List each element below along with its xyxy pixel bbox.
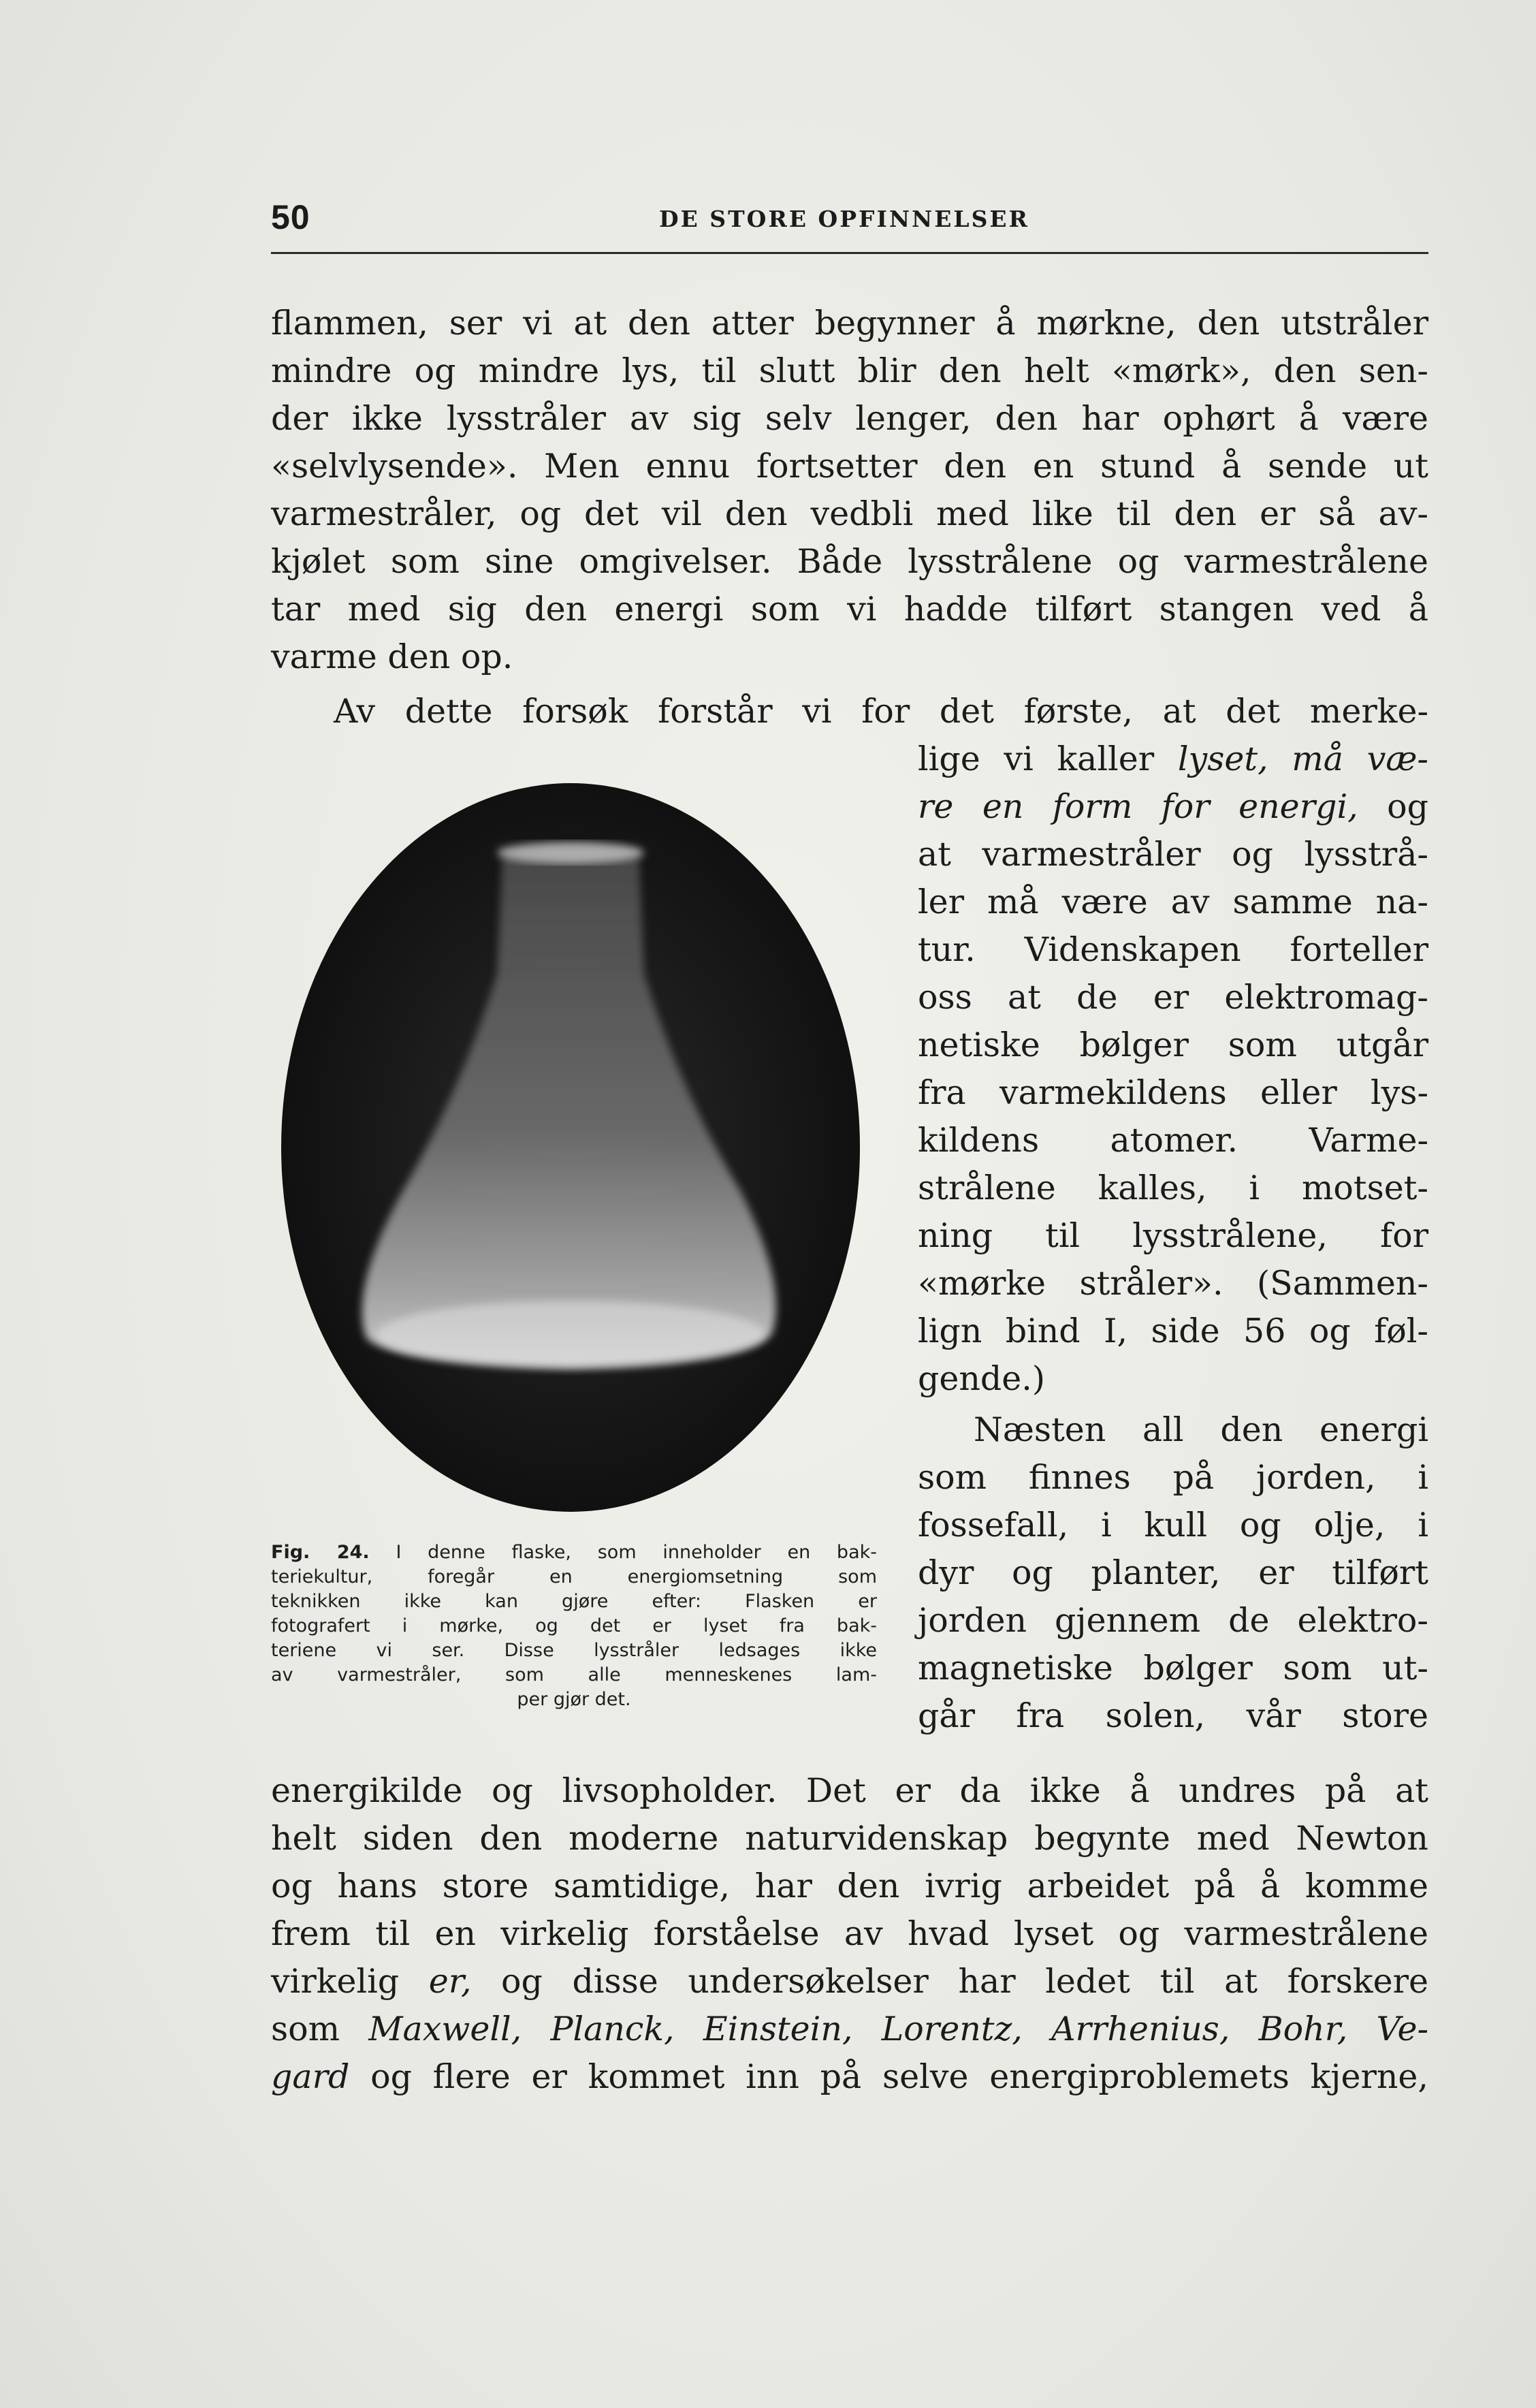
column-line: lige vi kaller lyset, må væ- — [918, 740, 1428, 778]
caption-line: av varmestråler, som alle menneskenes lam- — [271, 1664, 877, 1685]
page-number: 50 — [271, 198, 310, 236]
running-title: DE STORE OPFINNELSER — [659, 206, 1029, 232]
column-line: re en form for energi, og — [918, 787, 1428, 826]
body-line: varmestråler, og det vil den vedbli med like til den er så av- — [271, 494, 1428, 533]
caption-line: teriekultur, foregår en energiomsetning som — [271, 1566, 877, 1587]
column-line: ning til lysstrålene, for — [918, 1216, 1428, 1255]
column-line: ler må være av samme na- — [918, 883, 1428, 921]
caption-line: teknikken ikke kan gjøre efter: Flasken er — [271, 1591, 877, 1612]
body-line: og hans store samtidige, har den ivrig arbeidet på å komme — [271, 1867, 1428, 1905]
header-rule — [271, 252, 1428, 254]
body-line: Av dette forsøk forstår vi for det første, at det merke- — [334, 692, 1428, 731]
column-line: som finnes på jorden, i — [918, 1458, 1428, 1497]
column-line: går fra solen, vår store — [918, 1696, 1428, 1735]
column-line: fossefall, i kull og olje, i — [918, 1506, 1428, 1544]
body-line: som Maxwell, Planck, Einstein, Lorentz, Arrhenius, Bohr, Ve- — [271, 2010, 1428, 2048]
column-line: at varmestråler og lysstrå- — [918, 835, 1428, 874]
column-line: tur. Videnskapen forteller — [918, 930, 1428, 969]
column-line: strålene kalles, i motset- — [918, 1169, 1428, 1207]
caption-line: per gjør det. — [517, 1689, 631, 1710]
column-line: kildens atomer. Varme- — [918, 1121, 1428, 1160]
body-line: der ikke lysstråler av sig selv lenger, den har ophørt å være — [271, 399, 1428, 438]
figure-label: Fig. 24. — [271, 1542, 370, 1563]
figure-caption — [271, 1540, 877, 1712]
body-line: helt siden den moderne naturvidenskap begynte med Newton — [271, 1819, 1428, 1858]
body-line: tar med sig den energi som vi hadde tilført stangen ved å — [271, 590, 1428, 629]
body-line: virkelig er, og disse undersøkelser har ledet til at forskere — [271, 1962, 1428, 2001]
column-line: magnetiske bølger som ut- — [918, 1649, 1428, 1688]
body-line: flammen, ser vi at den atter begynner å mørkne, den utstråler — [271, 304, 1428, 343]
body-line: kjølet som sine omgivelser. Både lysstrålene og varmestrålene — [271, 542, 1428, 581]
body-line: gard og flere er kommet inn på selve energiproblemets kjerne, — [271, 2057, 1428, 2096]
column-line: fra varmekildens eller lys- — [918, 1073, 1428, 1112]
body-line: energikilde og livsopholder. Det er da ikke å undres på at — [271, 1771, 1428, 1810]
caption-line: teriene vi ser. Disse lysstråler ledsages ikke — [271, 1640, 877, 1661]
figure-flask-photo — [271, 770, 877, 1532]
flask-photo-illustration — [271, 770, 877, 1532]
body-line: «selvlysende». Men ennu fortsetter den en stund å sende ut — [271, 447, 1428, 486]
caption-line: fotografert i mørke, og det er lyset fra bak- — [271, 1615, 877, 1636]
column-line: gende.) — [918, 1359, 1045, 1398]
column-line: lign bind I, side 56 og føl- — [918, 1312, 1428, 1350]
page-header — [271, 197, 1428, 252]
body-line: frem til en virkelig forståelse av hvad lyset og varmestrålene — [271, 1914, 1428, 1953]
column-line: Næsten all den energi — [974, 1410, 1428, 1449]
body-line: varme den op. — [271, 637, 513, 676]
column-line: netiske bølger som utgår — [918, 1026, 1428, 1064]
caption-line: Fig. 24. I denne flaske, som inneholder en bak- — [271, 1542, 877, 1563]
column-line: oss at de er elektromag- — [918, 978, 1428, 1017]
column-line: dyr og planter, er tilført — [918, 1553, 1428, 1592]
column-line: «mørke stråler». (Sammen- — [918, 1264, 1428, 1303]
body-line: mindre og mindre lys, til slutt blir den helt «mørk», den sen- — [271, 351, 1428, 390]
column-line: jorden gjennem de elektro- — [918, 1601, 1428, 1640]
